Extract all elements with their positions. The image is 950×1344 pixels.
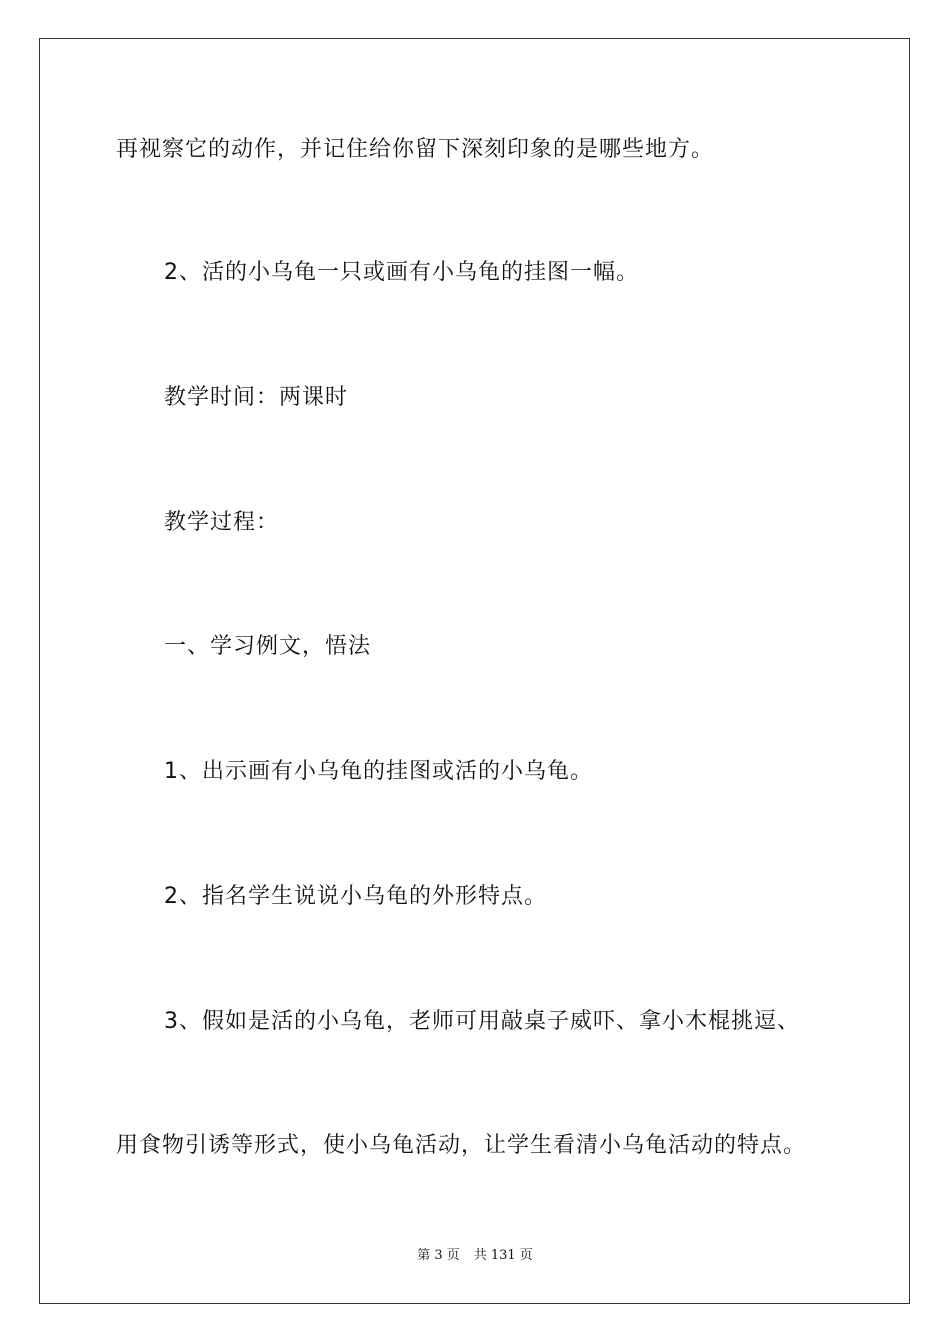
paragraph-line-5: 一、学习例文，悟法	[164, 634, 372, 659]
page-footer	[0, 1247, 950, 1265]
paragraph-line-3: 教学时间：两课时	[164, 385, 349, 410]
paragraph-line-1: 再视察它的动作，并记住给你留下深刻印象的是哪些地方。	[116, 137, 715, 162]
paragraph-line-6: 1、出示画有小乌龟的挂图或活的小乌龟。	[164, 759, 593, 784]
paragraph-line-4: 教学过程：	[164, 510, 280, 535]
paragraph-line-8: 3、假如是活的小乌龟，老师可用敲桌子威吓、拿小木棍挑逗、	[164, 1009, 800, 1034]
page-number: 第 3 页	[417, 1248, 460, 1263]
paragraph-line-9: 用食物引诱等形式，使小乌龟活动，让学生看清小乌龟活动的特点。	[116, 1133, 807, 1158]
page-total: 共 131 页	[473, 1248, 533, 1263]
page-border	[39, 38, 910, 1304]
paragraph-line-2: 2、活的小乌龟一只或画有小乌龟的挂图一幅。	[164, 260, 639, 285]
paragraph-line-7: 2、指名学生说说小乌龟的外形特点。	[164, 884, 547, 909]
